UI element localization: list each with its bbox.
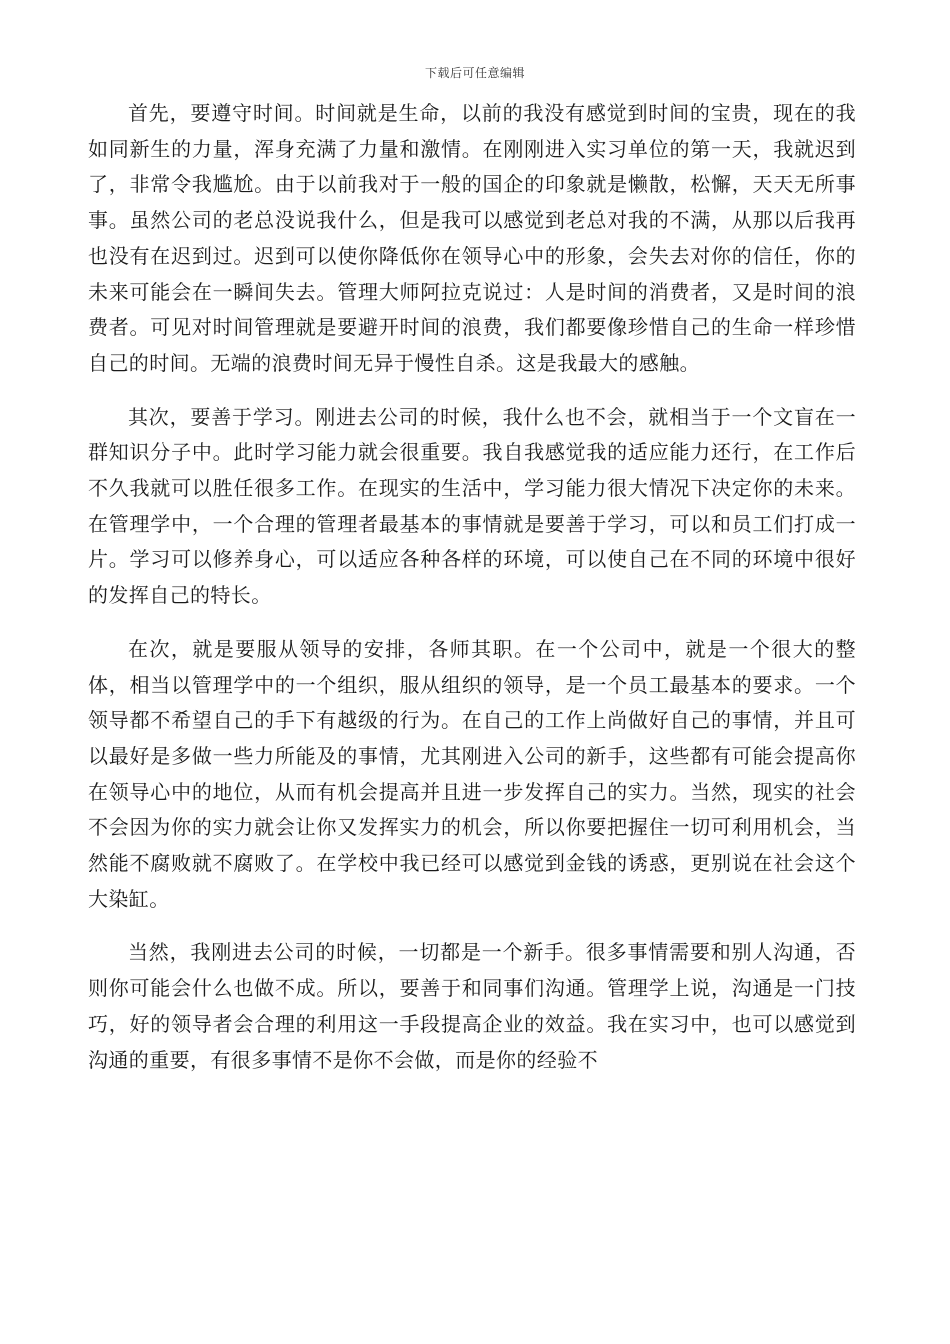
paragraph-3: 在次，就是要服从领导的安排，各师其职。在一个公司中，就是一个很大的整体，相当以管理学中的一个组织，服从组织的领导，是一个员工最基本的要求。一个领导都不希望自己的手下有越级的行为。在自己的工作上尚做好自己的事情，并且可以最好是多做一些力所能及的事情，尤其刚进入公司的新手，这些都有可能会提高你在领导心中的地位，从而有机会提高并且进一步发挥自己的实力。当然，现实的社会不会因为你的实力就会让你又发挥实力的机会，所以你要把握住一切可利用机会，当然能不腐败就不腐败了。在学校中我已经可以感觉到金钱的诱惑，更别说在社会这个大染缸。 [88,636,856,911]
paragraph-1: 首先，要遵守时间。时间就是生命，以前的我没有感觉到时间的宝贵，现在的我如同新生的力量，浑身充满了力量和激情。在刚刚进入实习单位的第一天，我就迟到了，非常令我尴尬。由于以前我对于一般的国企的印象就是懒散，松懈，天天无所事事。虽然公司的老总没说我什么，但是我可以感觉到老总对我的不满，从那以后我再也没有在迟到过。迟到可以使你降低你在领导心中的形象，会失去对你的信任，你的未来可能会在一瞬间失去。管理大师阿拉克说过：人是时间的消费者，又是时间的浪费者。可见对时间管理就是要避开时间的浪费，我们都要像珍惜自己的生命一样珍惜自己的时间。无端的浪费时间无异于慢性自杀。这是我最大的感触。 [88,101,856,375]
page-header: 下载后可任意编辑 [424,66,525,80]
paragraph-2: 其次，要善于学习。刚进去公司的时候，我什么也不会，就相当于一个文盲在一群知识分子中。此时学习能力就会很重要。我自我感觉我的适应能力还行，在工作后不久我就可以胜任很多工作。在现实的生活中，学习能力很大情况下决定你的未来。在管理学中，一个合理的管理者最基本的事情就是要善于学习，可以和员工们打成一片。学习可以修养身心，可以适应各种各样的环境，可以使自己在不同的环境中很好的发挥自己的特长。 [88,404,856,608]
paragraph-4: 当然，我刚进去公司的时候，一切都是一个新手。很多事情需要和别人沟通，否则你可能会什么也做不成。所以，要善于和同事们沟通。管理学上说，沟通是一门技巧，好的领导者会合理的利用这一手段提高企业的效益。我在实习中，也可以感觉到沟通的重要，有很多事情不是你不会做，而是你的经验不 [88,940,856,1072]
document-body [88,96,856,1096]
